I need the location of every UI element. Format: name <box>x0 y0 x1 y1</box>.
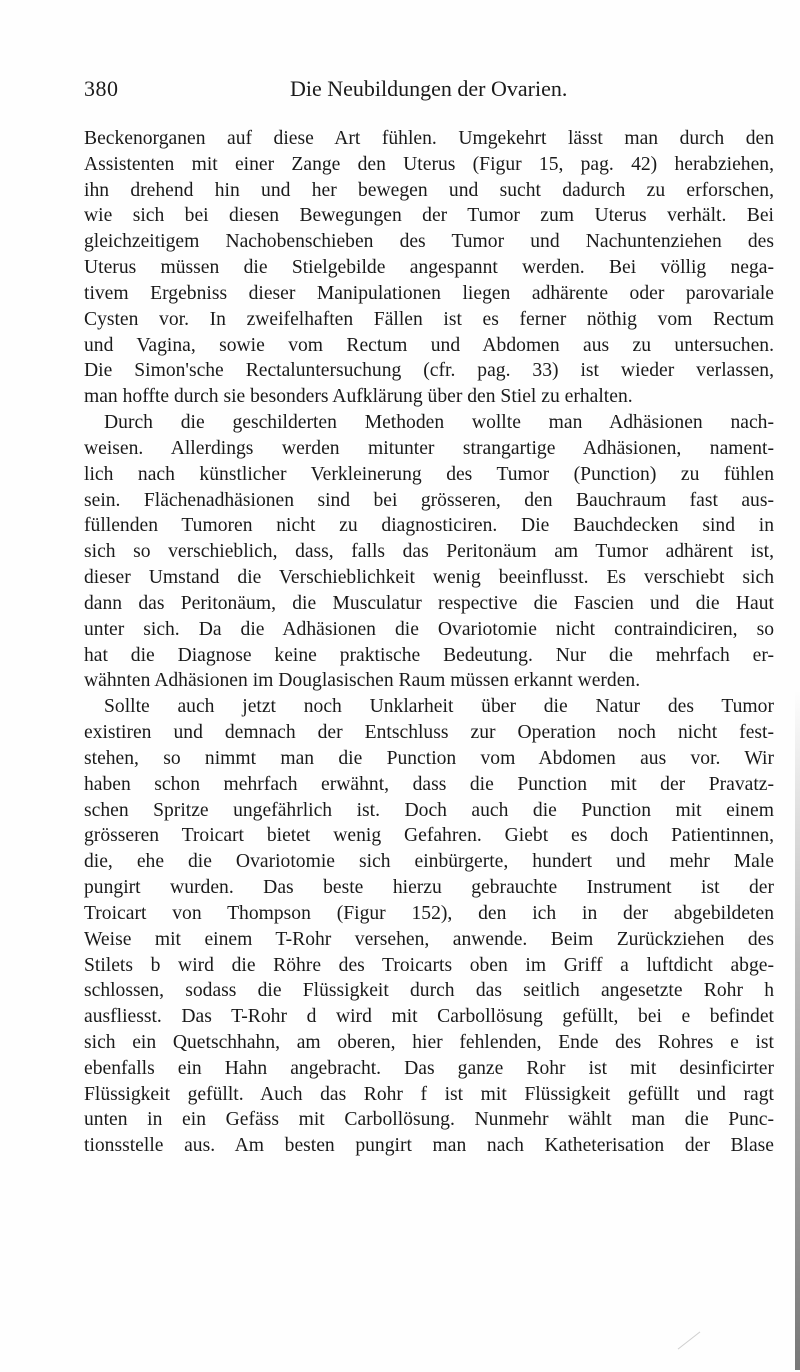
text-line: grösseren Troicart bietet wenig Gefahren. Giebt es doch Patientinnen, <box>84 825 774 847</box>
text-line: Die Simon'sche Rectaluntersuchung (cfr. pag. 33) ist wieder verlassen, <box>84 360 774 382</box>
text-line: hat die Diagnose keine praktische Bedeutung. Nur die mehrfach er- <box>84 644 774 666</box>
text-line: Beckenorganen auf diese Art fühlen. Umgekehrt lässt man durch den <box>84 128 774 149</box>
body-text <box>84 126 774 1159</box>
text-line: man hoffte durch sie besonders Aufklärung über den Stiel zu erhalten. <box>84 386 633 408</box>
text-line: wähnten Adhäsionen im Douglasischen Raum müssen erkannt werden. <box>84 670 641 692</box>
text-line: Assistenten mit einer Zange den Uterus (Figur 15, pag. 42) herabziehen, <box>84 153 774 175</box>
text-line: lich nach künstlicher Verkleinerung des Tumor (Punction) zu fühlen <box>84 463 774 485</box>
text-line: unter sich. Da die Adhäsionen die Ovariotomie nicht contraindiciren, so <box>84 618 774 640</box>
page-edge-shadow <box>795 690 800 1370</box>
text-line: Troicart von Thompson (Figur 152), den ich in der abgebildeten <box>84 902 774 924</box>
text-line: tionsstelle aus. Am besten pungirt man nach Katheterisation der Blase <box>84 1135 774 1157</box>
running-title: Die Neubildungen der Ovarien. <box>290 76 568 101</box>
page-number: 380 <box>84 76 119 101</box>
text-line: sein. Flächenadhäsionen sind bei grösseren, den Bauchraum fast aus- <box>84 489 774 511</box>
text-line: dieser Umstand die Verschieblichkeit wenig beeinflusst. Es verschiebt sich <box>84 567 774 589</box>
text-line: füllenden Tumoren nicht zu diagnosticiren. Die Bauchdecken sind in <box>84 515 774 537</box>
text-line: dann das Peritonäum, die Musculatur respective die Fascien und die Haut <box>84 592 774 614</box>
text-line: pungirt wurden. Das beste hierzu gebrauchte Instrument ist der <box>84 877 774 899</box>
text-line: haben schon mehrfach erwähnt, dass die Punction mit der Pravatz- <box>84 773 774 795</box>
text-line: schen Spritze ungefährlich ist. Doch auch die Punction mit einem <box>84 799 774 821</box>
text-line: Weise mit einem T-Rohr versehen, anwende. Beim Zurückziehen des <box>84 928 774 950</box>
text-line: Flüssigkeit gefüllt. Auch das Rohr f ist mit Flüssigkeit gefüllt und ragt <box>84 1083 774 1105</box>
text-line: Sollte auch jetzt noch Unklarheit über die Natur des Tumor <box>104 696 774 718</box>
text-line: stehen, so nimmt man die Punction vom Abdomen aus vor. Wir <box>84 747 774 769</box>
scan-mark <box>678 1331 701 1349</box>
text-line: Durch die geschilderten Methoden wollte man Adhäsionen nach- <box>104 412 774 434</box>
page-header <box>84 76 774 106</box>
text-line: schlossen, sodass die Flüssigkeit durch das seitlich angesetzte Rohr h <box>84 980 774 1002</box>
text-line: unten in ein Gefäss mit Carbollösung. Nunmehr wählt man die Punc- <box>84 1109 774 1131</box>
text-line: Cysten vor. In zweifelhaften Fällen ist es ferner nöthig vom Rectum <box>84 308 774 330</box>
text-line: Uterus müssen die Stielgebilde angespannt werden. Bei völlig nega- <box>84 257 774 279</box>
text-line: existiren und demnach der Entschluss zur Operation noch nicht fest- <box>84 722 774 744</box>
text-line: ihn drehend hin und her bewegen und sucht dadurch zu erforschen, <box>84 179 774 201</box>
text-line: ebenfalls ein Hahn angebracht. Das ganze Rohr ist mit desinficirter <box>84 1057 774 1079</box>
text-line: gleichzeitigem Nachobenschieben des Tumor und Nachuntenziehen des <box>84 231 774 253</box>
text-line: wie sich bei diesen Bewegungen der Tumor zum Uterus verhält. Bei <box>84 205 774 227</box>
text-line: tivem Ergebniss dieser Manipulationen liegen adhärente oder parovariale <box>84 282 774 304</box>
text-line: Stilets b wird die Röhre des Troicarts oben im Griff a luftdicht abge- <box>84 954 774 976</box>
text-line: und Vagina, sowie vom Rectum und Abdomen aus zu untersuchen. <box>84 334 774 356</box>
text-line: ausfliesst. Das T-Rohr d wird mit Carbollösung gefüllt, bei e befindet <box>84 1006 774 1028</box>
text-line: die, ehe die Ovariotomie sich einbürgerte, hundert und mehr Male <box>84 851 774 873</box>
text-line: sich so verschieblich, dass, falls das Peritonäum am Tumor adhärent ist, <box>84 541 774 563</box>
text-line: weisen. Allerdings werden mitunter strangartige Adhäsionen, nament- <box>84 437 774 459</box>
text-line: sich ein Quetschhahn, am oberen, hier fehlenden, Ende des Rohres e ist <box>84 1031 774 1053</box>
